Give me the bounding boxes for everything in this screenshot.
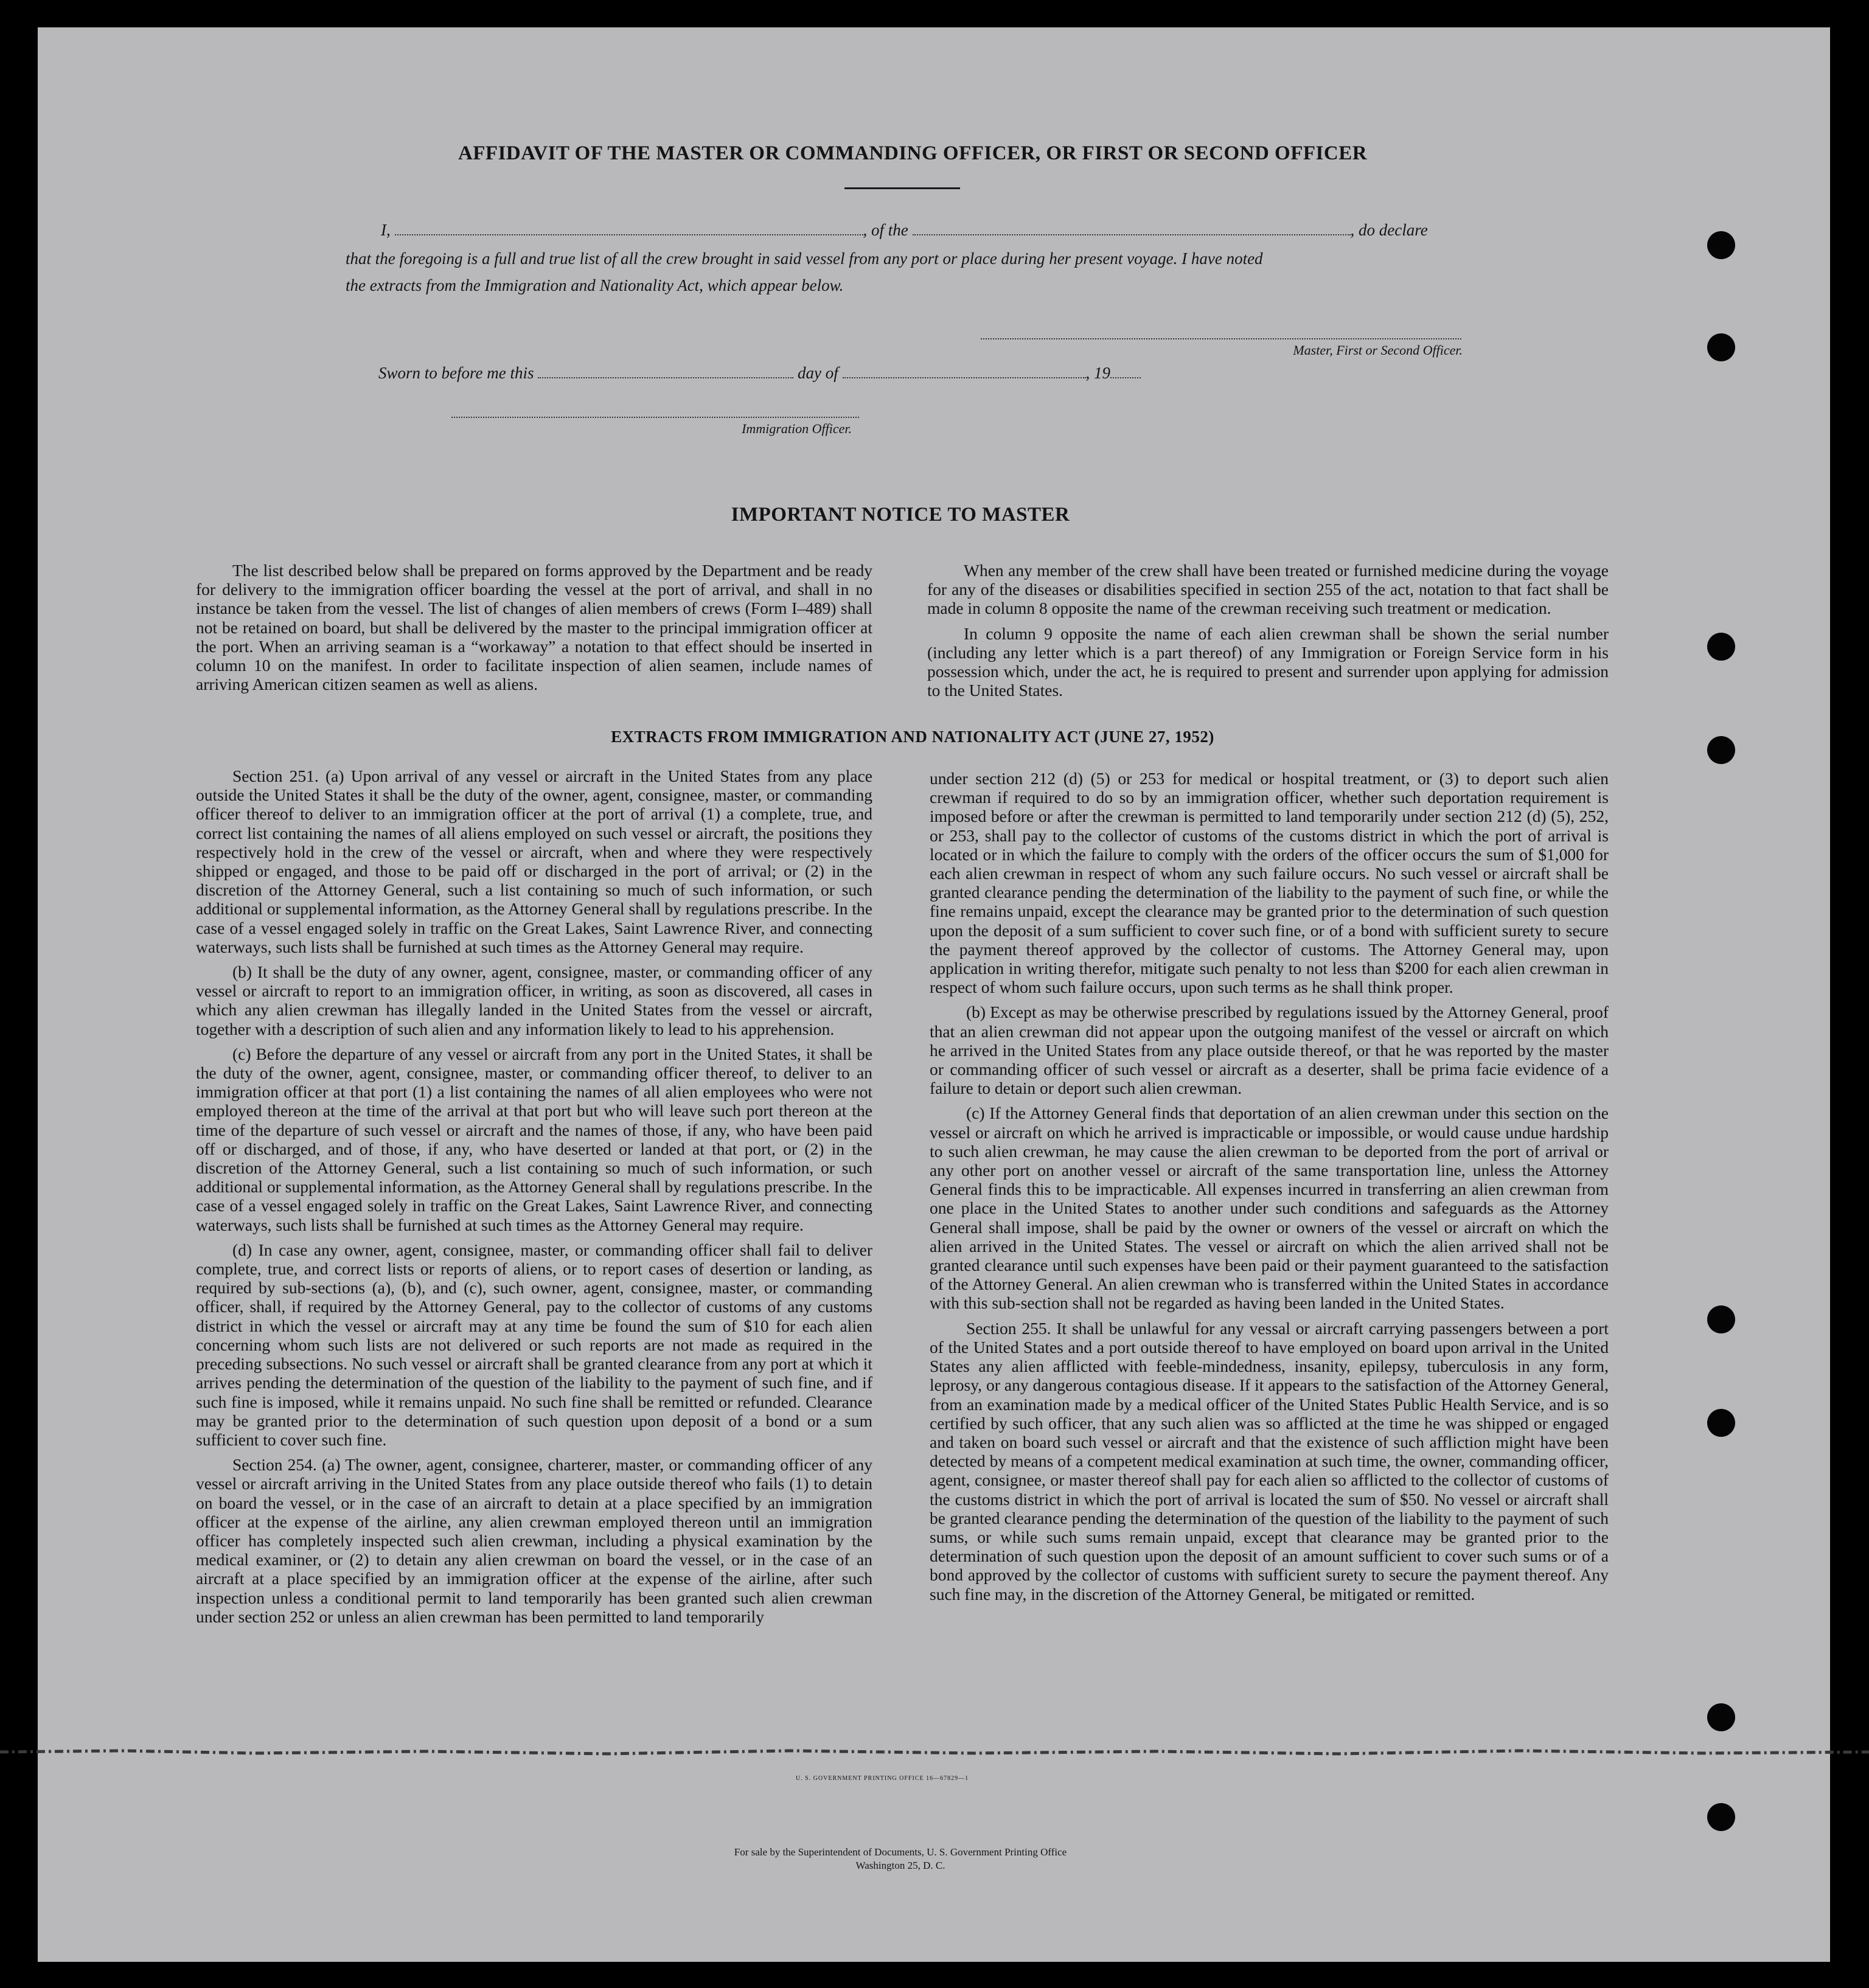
immigration-officer-signature-line[interactable] [451,417,859,418]
act-section-251a: Section 251. (a) Upon arrival of any vessel or aircraft in the United States from any place outside the United States it shall be the duty of the owner, agent, consignee, master, or commanding officer thereof to deliver to an immigration officer at the port of arrival (1) a complete, true, and correct list containing the names of all aliens employed on such vessel or aircraft, the positions they respectively hold in the crew of the vessel or aircraft, when and where they were respectively shipped or engaged, and those to be paid off or discharged in the port of arrival; or (2) in the discretion of the Attorney General, such a list containing so much of such information, or such additional or supplemental information, as the Attorney General shall by regulations prescribe. In the case of a vessel engaged solely in traffic on the Great Lakes, Saint Lawrence River, and connecting waterways, such lists shall be furnished at such times as the Attorney General may require. [196,766,872,956]
master-signature-caption: Master, First or Second Officer. [1293,342,1463,358]
year-label: , 19 [1085,364,1110,382]
title-underline [844,187,960,189]
notice-paragraph: When any member of the crew shall have been treated or furnished medicine during the voyage for any of the diseases or disabilities specified in section 255 of the act, notation to that fact shall be made in column 8 opposite the name of the crewman receiving such treatment or medication. [927,561,1609,618]
printing-office-code: U. S. GOVERNMENT PRINTING OFFICE 16—67829—1 [795,1775,969,1782]
binder-hole [1707,633,1735,661]
binder-hole [1707,1409,1735,1437]
extracts-right-column [930,769,1609,1752]
binder-hole [1707,736,1735,764]
notice-paragraph: In column 9 opposite the name of each alien crewman shall be shown the serial number (including any letter which is a part thereof) of any Immigration or Foreign Service form in his possession which, under the act, he is required to present and surrender upon applying for admission to the United States. [927,624,1609,700]
sworn-line [378,364,1230,383]
act-section-251c: (c) Before the departure of any vessel or aircraft from any port in the United States, it shall be the duty of the owner, agent, consignee, master, or commanding officer thereof, to deliver to an immigration officer at that port (1) a list containing the names of all alien employees who were not employed thereon at the time of the arrival at that port but who will leave such port thereon at the time of the departure of such vessel or aircraft and the names of those, if any, who have been paid off or discharged, and of those, if any, who have deserted or landed at that port, or (2) in the discretion of the Attorney General, such a list containing so much of such information, or such additional or supplemental information, as the Attorney General shall by regulations prescribe. In the case of a vessel engaged solely in traffic on the Great Lakes, Saint Lawrence River, and connecting waterways, such lists shall be furnished at such times as the Attorney General may require. [196,1044,872,1234]
act-section-254b: (b) Except as may be otherwise prescribed by regulations issued by the Attorney General, proof that an alien crewman did not appear upon the outgoing manifest of the vessel or aircraft on which he arrived in the United States from any place outside thereof, or that he was reported by the master or commanding officer of such vessel or aircraft as a deserter, shall be prima facie evidence of a failure to detain or deport such alien crewman. [930,1003,1609,1098]
binder-hole [1707,1803,1735,1831]
sworn-day-field[interactable] [538,364,793,378]
sworn-year-field[interactable] [1110,364,1141,378]
extracts-title: EXTRACTS FROM IMMIGRATION AND NATIONALITY ACT (JUNE 27, 1952) [611,728,1214,746]
declaration-text-line-2: that the foregoing is a full and true list of all the crew brought in said vessel from any port or place during her present voyage. I have noted [346,249,1263,268]
sworn-label: Sworn to before me this [378,364,534,382]
declaration-text-line-3: the extracts from the Immigration and Nationality Act, which appear below. [346,276,844,294]
declaration-line [381,221,1464,240]
act-section-255: Section 255. It shall be unlawful for any vessal or aircraft carrying passengers between a port of the United States and a port outside thereof to have employed on board upon arrival in the United States any alien afflicted with feeble-mindedness, insanity, epilepsy, tuberculosis in any form, leprosy, or any dangerous contagious disease. If it appears to the satisfaction of the Attorney General, from an examination made by a medical officer of the United States Public Health Service, and is so certified by such officer, that any such alien was so afflicted at the time he was shipped or engaged and taken on board such vessel or aircraft and that the existence of such affliction might have been detected by means of a competent medical examination at such time, the owner, commanding officer, agent, consignee, or master thereof shall pay for each alien so afflicted to the collector of customs of the customs district in which the port of arrival is located the sum of $50. No vessel or aircraft shall be granted clearance pending the determination of the question of the liability to the payment of such sums, or while such sums remain unpaid, except that clearance may be granted prior to the determination of such question upon the deposit of an amount sufficient to cover such sums or of a bond approved by the collector of customs with sufficient surety to secure the payment thereof. Any such fine may, in the discretion of the Attorney General, be mitigated or remitted. [930,1318,1609,1604]
immigration-officer-caption: Immigration Officer. [742,421,852,436]
act-section-254a: Section 254. (a) The owner, agent, consignee, charterer, master, or commanding officer of any vessel or aircraft arriving in the United States from any place outside thereof who fails (1) to detain on board the vessel, or in the case of an aircraft to detain at a place specified by an immigration officer at the expense of the airline, any alien crewman employed thereon until an immigration officer has completely inspected such alien crewman, including a physical examination by the medical examiner, or (2) to detain any alien crewman on board the vessel, or in the case of an aircraft at a place specified by an immigration officer at the expense of the airline, after such inspection unless a conditional permit to land temporarily has been granted such alien crewman under section 252 or unless an alien crewman has been permitted to land temporarily [196,1455,872,1626]
binder-hole [1707,333,1735,361]
declarant-prefix: I, [381,221,391,239]
act-section-251d: (d) In case any owner, agent, consignee, master, or commanding officer shall fail to deliver complete, true, and correct lists or reports of aliens, or to report cases of desertion or landing, as required by sub-sections (a), (b), and (c), such owner, agent, consignee, master, or commanding officer, shall, if required by the Attorney General, pay to the collector of customs of any customs district in which the vessel or aircraft may at any time be found the sum of $10 for each alien concerning whom such lists are not delivered or such reports are not made as required in the preceding subsections. No such vessel or aircraft shall be granted clearance from any port at which it arrives pending the determination of the question of the liability to the payment of such fine, and if such fine is imposed, while it remains unpaid. No such fine shall be remitted or refunded. Clearance may be granted prior to the determination of such question upon deposit of a bond or a sum sufficient to cover such fine. [196,1240,872,1449]
torn-fold-line [0,1748,1869,1757]
notice-right-column [927,561,1609,706]
binder-hole [1707,231,1735,259]
master-signature-line[interactable] [981,338,1461,339]
binder-hole [1707,1703,1735,1731]
sale-notice-line-2: Washington 25, D. C. [855,1860,945,1871]
act-section-251b: (b) It shall be the duty of any owner, agent, consignee, master, or commanding officer of any vessel or aircraft to report to an immigration officer, in writing, as soon as discovered, all cases in which any alien crewman has illegally landed in the United States from the vessel or aircraft, together with a description of such alien and any information likely to lead to his apprehension. [196,962,872,1038]
extracts-left-column [196,766,872,1752]
act-section-254a-continued: under section 212 (d) (5) or 253 for medical or hospital treatment, or (3) to deport such alien crewman if required to do so by an immigration officer, whether such deportation requirement is imposed before or after the crewman is permitted to land temporarily under section 212 (d) (5), 252, or 253, shall pay to the collector of customs of the customs district in which the port of arrival is located or in which the failure to comply with the orders of the officer occurs the sum of $1,000 for each alien crewman in respect of whom any such failure occurs. No such vessel or aircraft shall be granted clearance pending the determination of the liability to the payment of such fine, or while the fine remains unpaid, except the clearance may be granted prior to the determination of such question upon the deposit of a sum sufficient to cover such fine, or of a bond with sufficient surety to secure the payment thereof approved by the collector of customs. The Attorney General may, upon application in writing therefor, mitigate such penalty to not less than $200 for each alien crewman in respect of whom such failure occurs, upon such terms as he shall think proper. [930,769,1609,997]
binder-hole [1707,1305,1735,1333]
sworn-month-field[interactable] [843,364,1086,378]
act-section-254c: (c) If the Attorney General finds that deportation of an alien crewman under this section on the vessel or aircraft on which he arrived is impracticable or impossible, or would cause undue hardship to such alien crewman, he may cause the alien crewman to be deported from the port of arrival or any other port on another vessel or aircraft of the same transportation line, unless the Attorney General finds this to be impracticable. All expenses incurred in transferring an alien crewman from one place in the United States to another under such conditions and safeguards as the Attorney General shall impose, shall be paid by the owner or owners of the vessel or aircraft on which the alien arrived in the United States. The vessel or aircraft on which the alien arrived shall not be granted clearance until such expenses have been paid or their payment guaranteed to the satisfaction of the Attorney General. An alien crewman who is transferred within the United States in accordance with this sub-section shall not be regarded as having been landed in the United States. [930,1103,1609,1313]
declarant-name-field[interactable] [395,221,863,235]
affidavit-title: AFFIDAVIT OF THE MASTER OR COMMANDING OFFICER, OR FIRST OR SECOND OFFICER [458,142,1368,164]
sale-notice-line-1: For sale by the Superintendent of Documents, U. S. Government Printing Office [734,1846,1067,1858]
notice-paragraph: The list described below shall be prepared on forms approved by the Department and be ready for delivery to the immigration officer boarding the vessel at the port of arrival, and shall in no instance be taken from the vessel. The list of changes of alien members of crews (Form I–489) shall not be retained on board, but shall be delivered by the master to the principal immigration officer at the port. When an arriving seaman is a “workaway” a notation to that effect should be inserted in column 10 on the manifest. In order to facilitate inspection of alien seamen, include names of arriving American citizen seamen as well as aliens. [196,561,872,694]
sale-notice [548,1846,1253,1872]
declare-label: , do declare [1350,221,1428,239]
notice-title: IMPORTANT NOTICE TO MASTER [731,504,1070,526]
day-of-label: day of [798,364,838,382]
vessel-name-field[interactable] [913,221,1351,235]
of-the-label: , of the [863,221,908,239]
notice-left-column [196,561,872,700]
